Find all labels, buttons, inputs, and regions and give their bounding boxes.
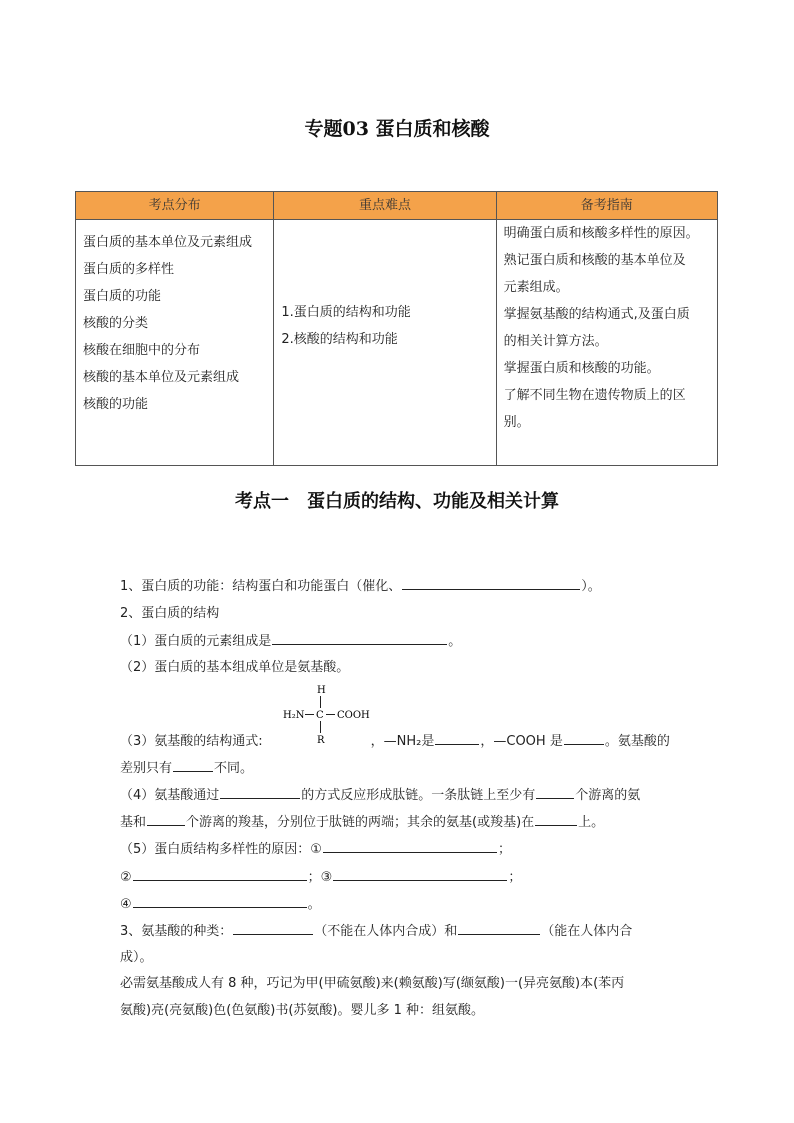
answer-blank[interactable]	[536, 784, 574, 799]
answer-blank[interactable]	[323, 838, 497, 853]
question-2-5	[120, 838, 511, 860]
question-2-4-cont	[120, 811, 604, 833]
list-item: 的相关计算方法。	[503, 334, 608, 349]
overview-table	[75, 191, 718, 466]
text: （4）氨基酸通过	[120, 788, 220, 803]
list-item: 核酸的分类	[83, 316, 149, 331]
table-cell-guide	[496, 220, 717, 466]
question-2-3	[120, 730, 670, 752]
answer-blank[interactable]	[173, 757, 213, 772]
text: 个游离的氨	[575, 788, 641, 803]
answer-blank[interactable]	[458, 920, 540, 935]
section-title: 考点一 蛋白质的结构、功能及相关计算	[235, 491, 559, 512]
answer-blank[interactable]	[233, 920, 313, 935]
list-item: 蛋白质的多样性	[83, 262, 175, 277]
question-2-5-cont	[120, 866, 521, 888]
table-cell-key-points	[274, 220, 496, 466]
text: 1、蛋白质的功能：结构蛋白和功能蛋白（催化、	[120, 579, 402, 594]
text: （3）氨基酸的结构通式:	[120, 734, 263, 749]
formula-carbon: C	[316, 710, 324, 721]
mnemonic-line-2: 氨酸)亮(亮氨酸)色(色氨酸)书(苏氨酸)。婴儿多 1 种：组氨酸。	[120, 1003, 485, 1018]
text: ；	[508, 870, 522, 885]
formula-r: R	[317, 735, 325, 746]
text: 个游离的羧基，分别位于肽链的两端；其余的氨基(或羧基)在	[186, 815, 535, 830]
question-2-heading: 2、蛋白质的结构	[120, 606, 220, 621]
text: ②	[120, 870, 132, 885]
text: 。氨基酸的	[604, 734, 670, 749]
list-item: 2.核酸的结构和功能	[281, 332, 398, 347]
text: ，—COOH 是	[480, 734, 563, 749]
question-2-4	[120, 784, 640, 806]
table-cell-distribution	[76, 220, 274, 466]
table-header-distribution: 考点分布	[76, 192, 274, 220]
question-1	[120, 575, 601, 597]
question-2-5-end	[120, 893, 321, 915]
list-item: 蛋白质的基本单位及元素组成	[83, 235, 253, 250]
text: （1）蛋白质的元素组成是	[120, 634, 272, 649]
answer-blank[interactable]	[133, 893, 307, 908]
formula-h: H	[317, 685, 326, 696]
text: 。	[307, 897, 321, 912]
text: ④	[120, 897, 132, 912]
list-item: 掌握氨基酸的结构通式,及蛋白质	[503, 307, 690, 322]
answer-blank[interactable]	[272, 630, 447, 645]
list-item: 别。	[503, 415, 530, 430]
answer-blank[interactable]	[220, 784, 300, 799]
page-title: 专题03 蛋白质和核酸	[304, 118, 490, 140]
answer-blank[interactable]	[535, 811, 577, 826]
formula-amino: H₂N	[283, 710, 305, 721]
text: 不同。	[214, 761, 254, 776]
text: （能在人体内合	[541, 924, 633, 939]
answer-blank[interactable]	[147, 811, 185, 826]
amino-acid-formula	[283, 684, 393, 746]
text: （不能在人体内合成）和	[314, 924, 458, 939]
list-item: 核酸的基本单位及元素组成	[83, 370, 240, 385]
list-item: 核酸在细胞中的分布	[83, 343, 201, 358]
list-item: 了解不同生物在遗传物质上的区	[503, 388, 686, 403]
list-item: 元素组成。	[503, 280, 569, 295]
list-item: 1.蛋白质的结构和功能	[281, 305, 411, 320]
list-item: 核酸的功能	[83, 397, 149, 412]
mnemonic-line-1: 必需氨基酸成人有 8 种，巧记为甲(甲硫氨酸)来(赖氨酸)写(缬氨酸)一(异亮氨酸)本(苯丙	[120, 976, 625, 991]
list-item: 明确蛋白质和核酸多样性的原因。	[503, 226, 699, 241]
list-item: 蛋白质的功能	[83, 289, 162, 304]
text: ；	[497, 842, 511, 857]
answer-blank[interactable]	[333, 866, 507, 881]
formula-graphic	[283, 684, 393, 746]
formula-carboxyl: COOH	[337, 710, 370, 721]
question-3-cont: 成）。	[120, 950, 153, 965]
text: 上。	[578, 815, 605, 830]
answer-blank[interactable]	[564, 730, 604, 745]
text: 差别只有	[120, 761, 173, 776]
text: 的方式反应形成肽链。一条肽链上至少有	[301, 788, 536, 803]
text: 3、氨基酸的种类：	[120, 924, 233, 939]
text: ；③	[307, 870, 333, 885]
answer-blank[interactable]	[133, 866, 307, 881]
text: 。	[448, 634, 462, 649]
question-3	[120, 920, 632, 942]
text: （5）蛋白质结构多样性的原因：①	[120, 842, 322, 857]
list-item: 掌握蛋白质和核酸的功能。	[503, 361, 660, 376]
table-header-key-points: 重点难点	[274, 192, 496, 220]
question-2-2: （2）蛋白质的基本组成单位是氨基酸。	[120, 660, 350, 675]
question-2-3-cont	[120, 757, 253, 779]
list-item: 熟记蛋白质和核酸的基本单位及	[503, 253, 686, 268]
question-2-1	[120, 630, 461, 652]
answer-blank[interactable]	[402, 575, 580, 590]
answer-blank[interactable]	[435, 730, 479, 745]
text: ）。	[581, 579, 601, 594]
table-header-guide: 备考指南	[496, 192, 717, 220]
text: ，—NH₂是	[370, 734, 435, 749]
text: 基和	[120, 815, 147, 830]
